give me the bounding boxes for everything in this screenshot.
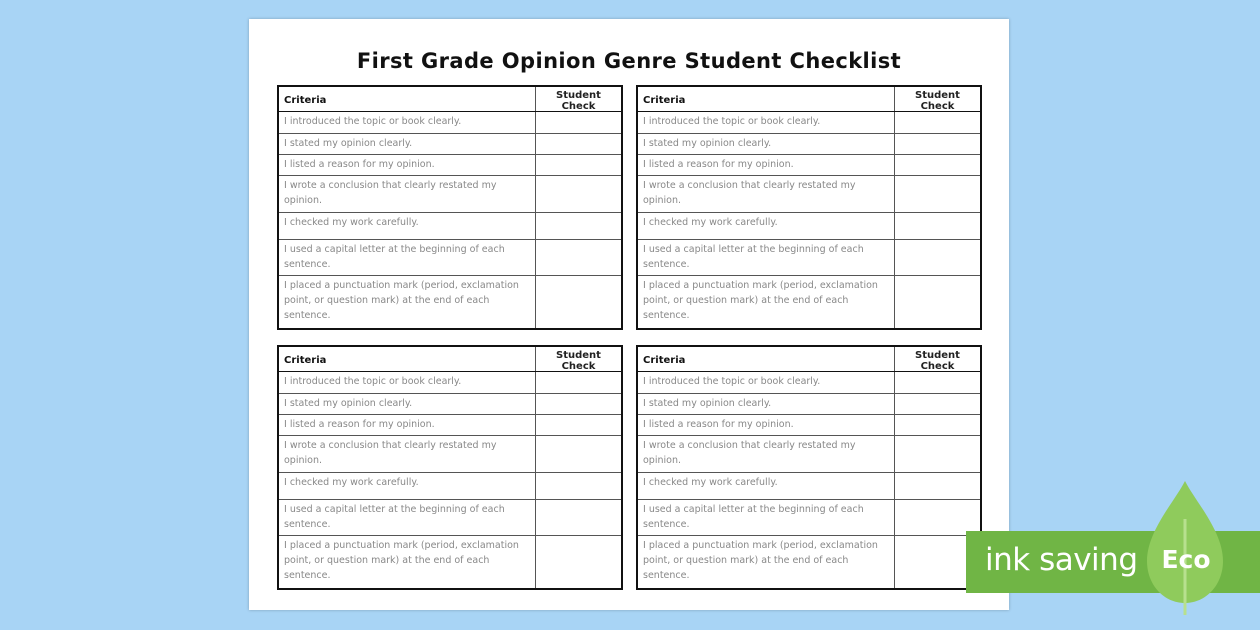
table-row (638, 536, 980, 588)
check-cell[interactable] (536, 134, 621, 154)
check-cell[interactable] (895, 134, 980, 154)
criteria-cell: I wrote a conclusion that clearly restated my opinion. (279, 176, 536, 212)
criteria-cell: I stated my opinion clearly. (638, 134, 895, 154)
table-row (638, 176, 980, 213)
table-header (638, 347, 980, 372)
criteria-cell: I used a capital letter at the beginning of each sentence. (279, 240, 536, 275)
check-cell[interactable] (895, 500, 980, 535)
student-check-header: Student Check (556, 350, 601, 372)
criteria-cell: I placed a punctuation mark (period, exclamation point, or question mark) at the end of each sentence. (638, 276, 895, 328)
check-cell[interactable] (536, 112, 621, 133)
eco-label: Eco (1161, 545, 1211, 574)
student-check-header: Student Check (915, 350, 960, 372)
table-row (279, 112, 621, 134)
criteria-cell: I wrote a conclusion that clearly restated my opinion. (638, 176, 895, 212)
table-row (279, 436, 621, 473)
criteria-cell: I introduced the topic or book clearly. (638, 372, 895, 393)
criteria-cell: I wrote a conclusion that clearly restated my opinion. (638, 436, 895, 472)
table-row (279, 176, 621, 213)
criteria-cell: I introduced the topic or book clearly. (638, 112, 895, 133)
criteria-cell: I used a capital letter at the beginning of each sentence. (638, 240, 895, 275)
table-row (279, 394, 621, 415)
check-cell[interactable] (895, 155, 980, 175)
worksheet-page (249, 19, 1009, 610)
check-cell[interactable] (895, 415, 980, 435)
student-check-header: Student Check (556, 90, 601, 112)
check-cell[interactable] (895, 473, 980, 499)
criteria-cell: I stated my opinion clearly. (279, 134, 536, 154)
check-cell[interactable] (895, 213, 980, 239)
table-row (638, 213, 980, 240)
criteria-cell: I placed a punctuation mark (period, exclamation point, or question mark) at the end of each sentence. (279, 276, 536, 328)
table-row (279, 276, 621, 328)
checklist-table (636, 345, 982, 590)
table-row (638, 436, 980, 473)
criteria-cell: I checked my work carefully. (279, 473, 536, 499)
check-cell[interactable] (536, 536, 621, 588)
table-row (279, 500, 621, 536)
table-row (638, 415, 980, 436)
table-header (279, 87, 621, 112)
check-cell[interactable] (536, 473, 621, 499)
criteria-cell: I wrote a conclusion that clearly restated my opinion. (279, 436, 536, 472)
check-cell[interactable] (895, 394, 980, 414)
table-row (279, 213, 621, 240)
check-cell[interactable] (536, 394, 621, 414)
check-cell[interactable] (536, 176, 621, 212)
criteria-cell: I listed a reason for my opinion. (638, 415, 895, 435)
table-row (638, 134, 980, 155)
check-cell[interactable] (895, 240, 980, 275)
check-cell[interactable] (895, 112, 980, 133)
checklist-table (277, 85, 623, 330)
page-title: First Grade Opinion Genre Student Checklist (356, 49, 902, 73)
checklist-table (636, 85, 982, 330)
table-row (279, 134, 621, 155)
criteria-cell: I introduced the topic or book clearly. (279, 372, 536, 393)
check-cell[interactable] (895, 372, 980, 393)
table-header (279, 347, 621, 372)
check-cell[interactable] (536, 213, 621, 239)
check-cell[interactable] (536, 500, 621, 535)
criteria-header: Criteria (279, 347, 536, 371)
check-cell[interactable] (536, 155, 621, 175)
criteria-cell: I used a capital letter at the beginning of each sentence. (279, 500, 536, 535)
check-cell[interactable] (895, 436, 980, 472)
check-cell[interactable] (895, 276, 980, 328)
check-cell[interactable] (536, 372, 621, 393)
criteria-cell: I stated my opinion clearly. (279, 394, 536, 414)
check-cell[interactable] (536, 436, 621, 472)
criteria-cell: I checked my work carefully. (638, 473, 895, 499)
criteria-cell: I placed a punctuation mark (period, exclamation point, or question mark) at the end of each sentence. (279, 536, 536, 588)
criteria-cell: I introduced the topic or book clearly. (279, 112, 536, 133)
check-cell[interactable] (536, 276, 621, 328)
criteria-cell: I used a capital letter at the beginning of each sentence. (638, 500, 895, 535)
table-row (279, 155, 621, 176)
student-check-header: Student Check (915, 90, 960, 112)
table-row (638, 155, 980, 176)
table-row (279, 415, 621, 436)
table-row (638, 240, 980, 276)
criteria-cell: I placed a punctuation mark (period, exclamation point, or question mark) at the end of each sentence. (638, 536, 895, 588)
check-cell[interactable] (536, 240, 621, 275)
table-row (638, 473, 980, 500)
table-header (638, 87, 980, 112)
table-row (279, 240, 621, 276)
check-cell[interactable] (536, 415, 621, 435)
criteria-cell: I listed a reason for my opinion. (279, 155, 536, 175)
check-cell[interactable] (895, 176, 980, 212)
checklist-table (277, 345, 623, 590)
table-row (279, 473, 621, 500)
criteria-cell: I listed a reason for my opinion. (279, 415, 536, 435)
criteria-header: Criteria (638, 347, 895, 371)
ink-saving-label: ink saving (985, 542, 1138, 578)
criteria-cell: I checked my work carefully. (638, 213, 895, 239)
criteria-header: Criteria (638, 87, 895, 111)
table-row (638, 112, 980, 134)
table-row (638, 372, 980, 394)
criteria-cell: I checked my work carefully. (279, 213, 536, 239)
table-row (279, 372, 621, 394)
criteria-header: Criteria (279, 87, 536, 111)
table-row (638, 276, 980, 328)
table-row (279, 536, 621, 588)
table-row (638, 394, 980, 415)
table-row (638, 500, 980, 536)
criteria-cell: I listed a reason for my opinion. (638, 155, 895, 175)
criteria-cell: I stated my opinion clearly. (638, 394, 895, 414)
